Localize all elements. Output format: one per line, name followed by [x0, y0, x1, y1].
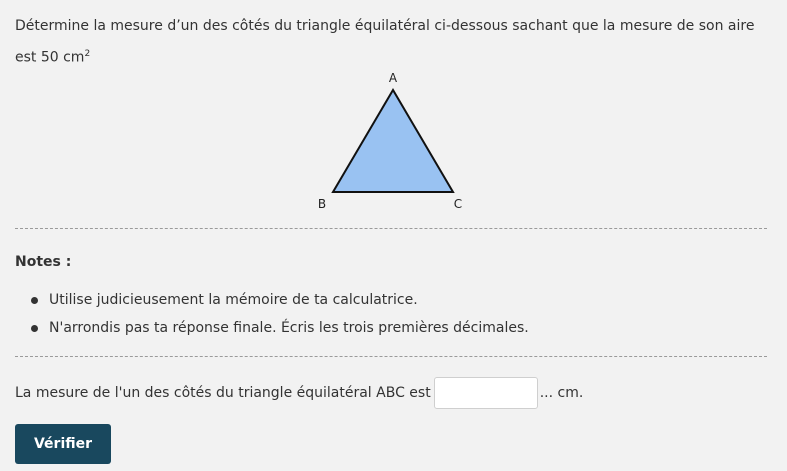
answer-prompt: La mesure de l'un des côtés du triangle équilatéral ABC est — [15, 385, 431, 401]
verify-button[interactable]: Vérifier — [15, 424, 111, 464]
answer-input[interactable] — [434, 377, 538, 409]
note-item — [15, 286, 529, 314]
question-body: Détermine la mesure d’un des côtés du triangle équilatéral ci-dessous sachant que la mesure de son aire est 50 cm — [15, 18, 755, 66]
note-text: N'arrondis pas ta réponse finale. Écris les trois premières décimales. — [49, 320, 529, 336]
vertex-label-a: A — [388, 71, 398, 85]
notes-title: Notes : — [15, 254, 72, 270]
triangle-abc — [333, 90, 453, 192]
dashed-divider — [15, 228, 767, 229]
question-text — [15, 12, 765, 72]
answer-unit: ... cm. — [539, 385, 584, 401]
bullet-icon — [31, 297, 38, 304]
equilateral-triangle-figure — [300, 66, 480, 216]
dashed-divider — [15, 356, 767, 357]
vertex-label-b: B — [317, 197, 327, 211]
bullet-icon — [31, 325, 38, 332]
note-text: Utilise judicieusement la mémoire de ta calculatrice. — [49, 292, 418, 308]
vertex-label-c: C — [453, 197, 463, 211]
notes-list — [15, 286, 529, 342]
answer-row — [15, 376, 583, 410]
area-unit-exponent: 2 — [84, 49, 91, 59]
note-item — [15, 314, 529, 342]
